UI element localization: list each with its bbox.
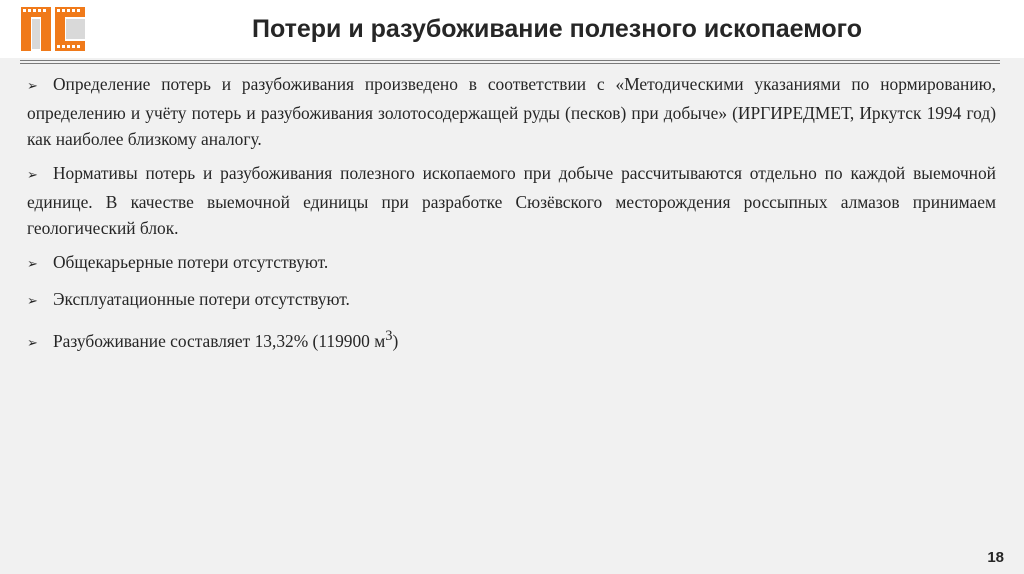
bullet-suffix: ): [392, 330, 399, 351]
slide-header: [0, 0, 1024, 58]
gs-logo-icon: [19, 4, 87, 54]
page-number: 18: [987, 549, 1004, 566]
bullet-item: [27, 160, 996, 241]
bullet-text: Эксплуатационные потери отсутствуют.: [53, 289, 350, 309]
bullet-list: [27, 71, 996, 365]
header-divider-top: [20, 60, 1000, 61]
bullet-item: [27, 286, 996, 315]
bullet-text: Нормативы потерь и разубоживания полезного ископаемого при добыче рассчитываются отдельно по каждой выемочной единице. В качестве выемочной единицы при разработке Сюзёвского месторождения россыпных алмазов принимаем геологический блок.: [27, 163, 996, 238]
bullet-text: Определение потерь и разубоживания произведено в соответствии с «Методическими указаниями по нормированию, определению и учёту потерь и разубоживания золотосодержащей руды (песков) при добыче» (ИРГИРЕДМЕТ, Иркутск 1994 год) как наиболее близкому аналогу.: [27, 74, 996, 149]
arrow-bullet-icon: ➢: [27, 335, 38, 351]
slide-title: Потери и разубоживание полезного ископаемого: [252, 15, 862, 43]
bullet-item: [27, 249, 996, 278]
superscript-unit: 3: [385, 328, 393, 344]
arrow-bullet-icon: ➢: [27, 168, 38, 183]
arrow-bullet-icon: ➢: [27, 79, 38, 94]
bullet-text: Разубоживание составляет 13,32% (119900 м: [53, 330, 386, 351]
bullet-item: [27, 323, 996, 357]
arrow-bullet-icon: ➢: [27, 294, 38, 309]
arrow-bullet-icon: ➢: [27, 257, 38, 272]
bullet-text: Общекарьерные потери отсутствуют.: [53, 252, 329, 272]
header-divider-bottom: [20, 63, 1000, 64]
bullet-item: [27, 71, 996, 152]
